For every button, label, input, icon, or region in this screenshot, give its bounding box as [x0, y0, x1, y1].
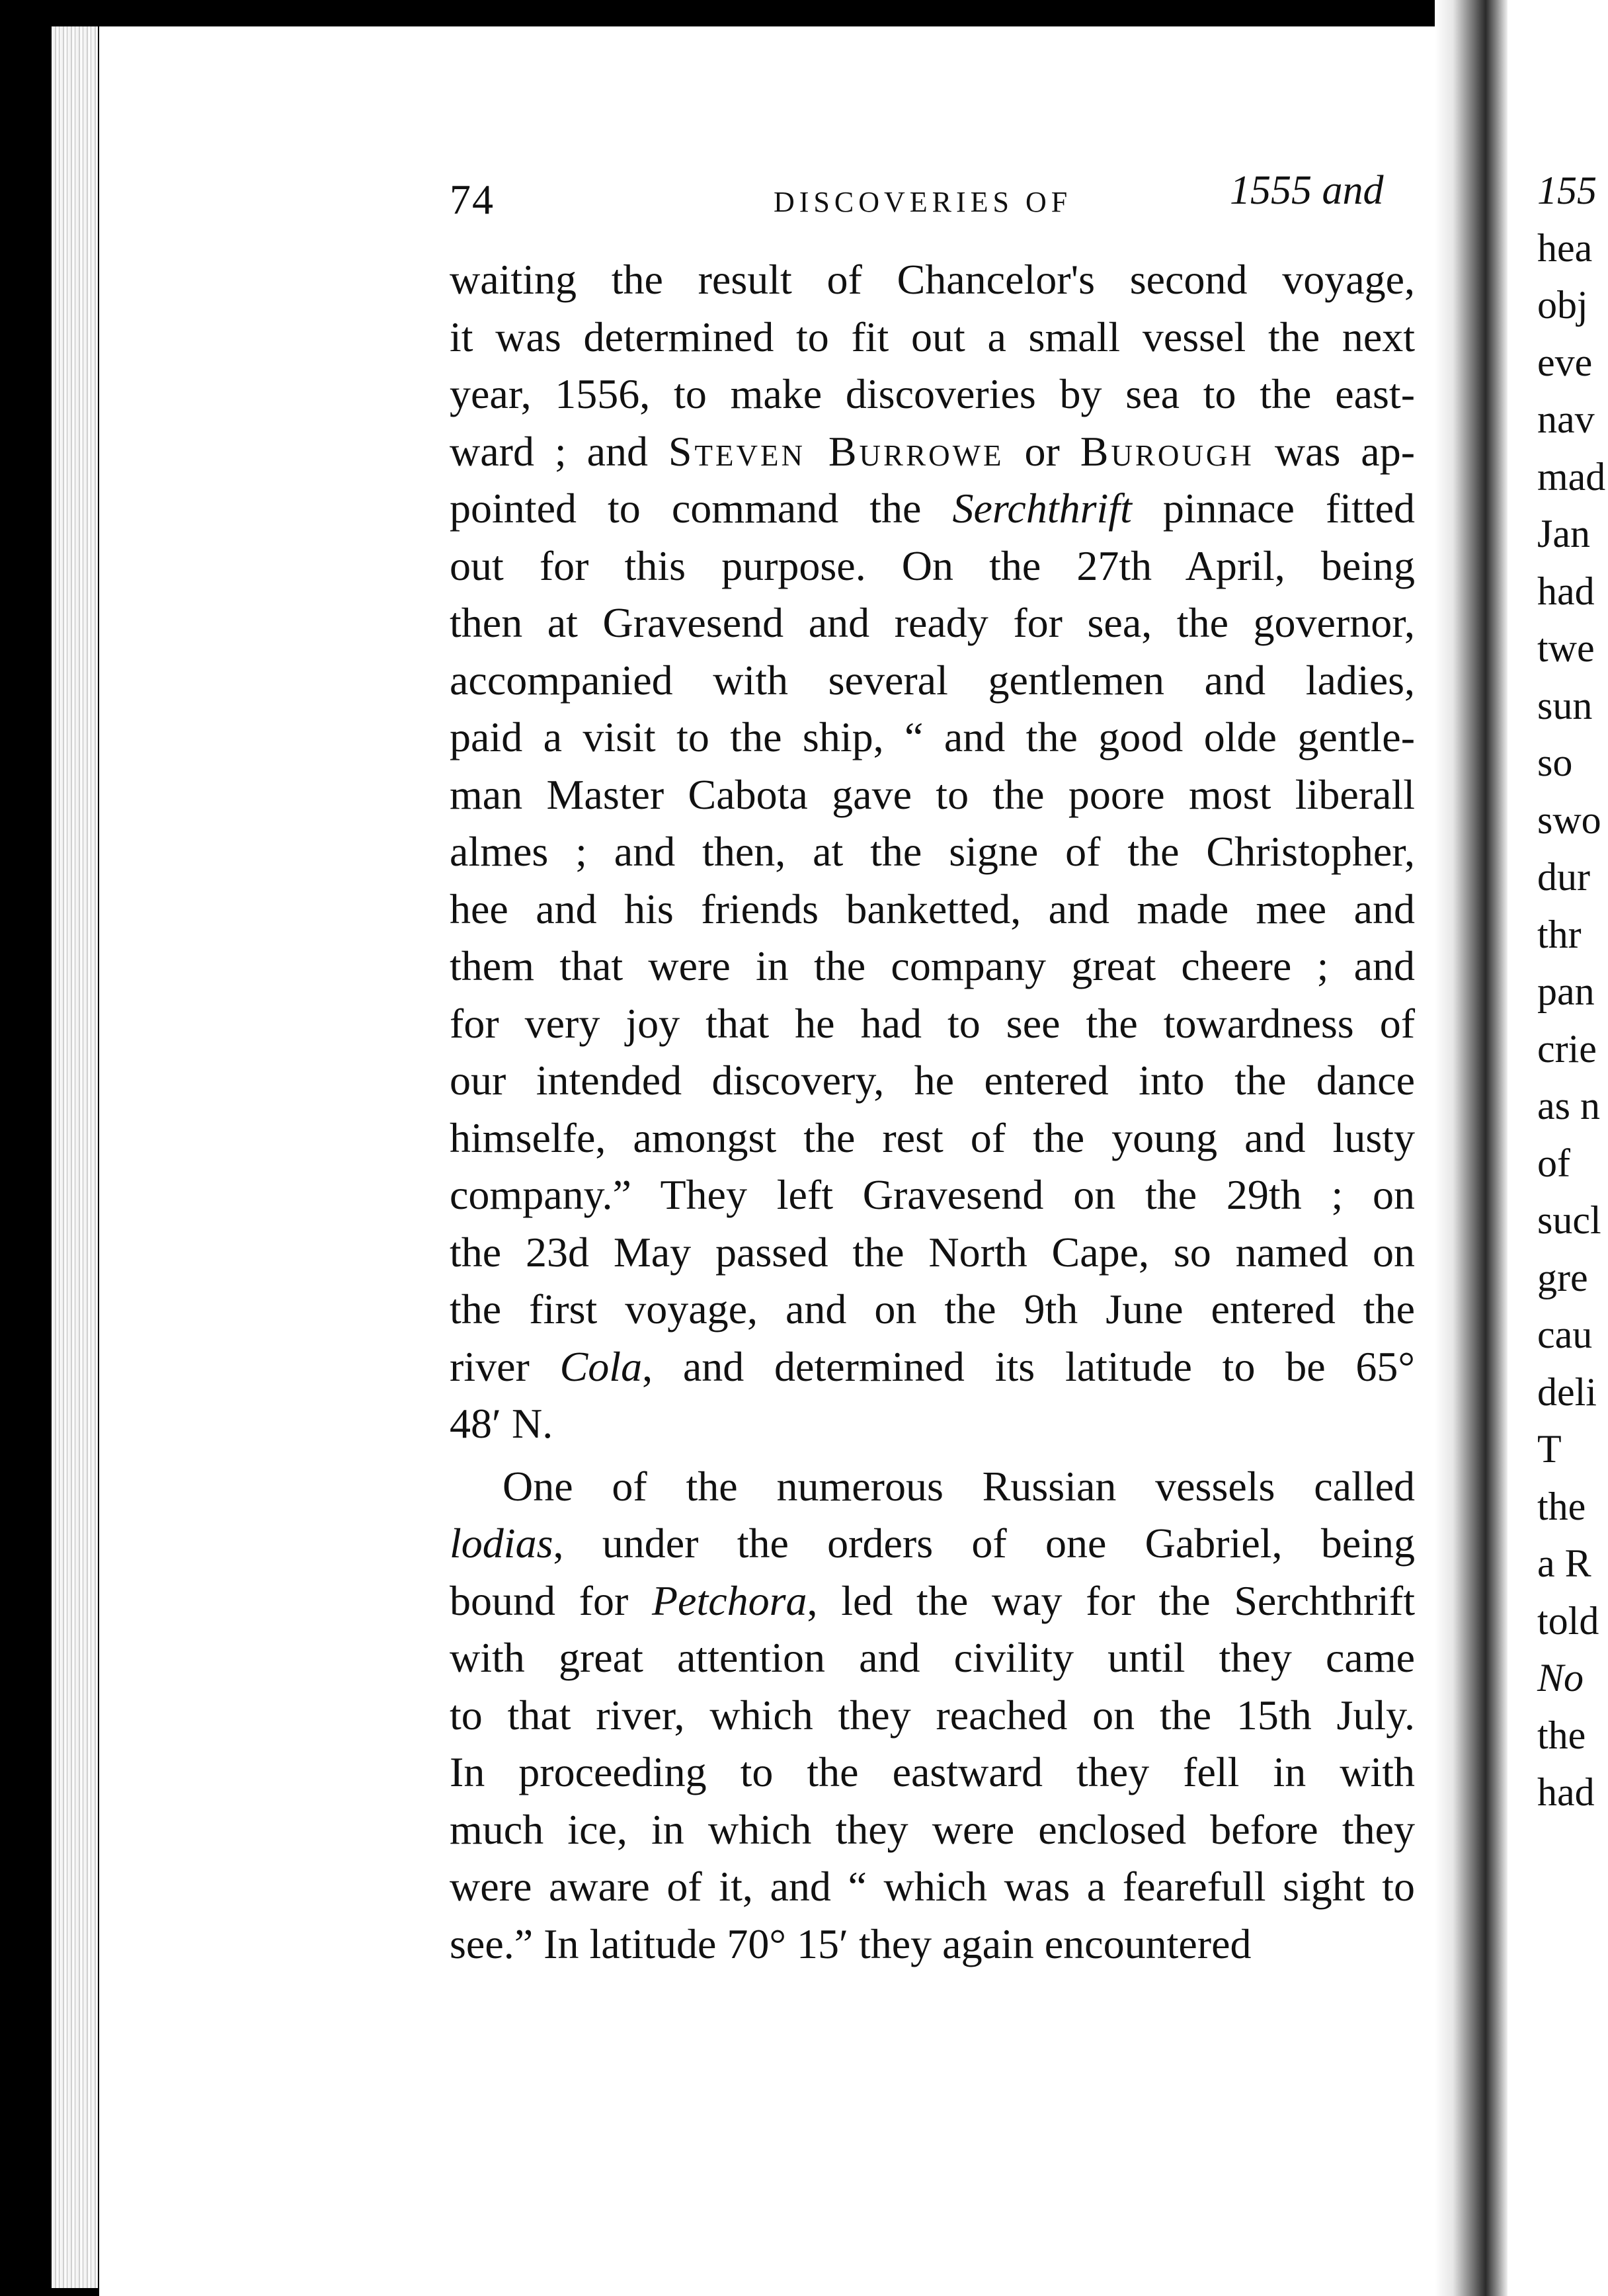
next-page-line: of	[1537, 1141, 1570, 1185]
text-line: paid a visit to the ship, “ and the good olde gentle-	[450, 714, 1415, 760]
text-line: 48′ N.	[450, 1400, 553, 1447]
next-page-line: hea	[1537, 226, 1593, 270]
body-text	[450, 251, 1415, 1973]
text-line: then at Gravesend and ready for sea, the governor,	[450, 599, 1415, 646]
paragraph-1	[450, 251, 1415, 1453]
next-page-line: the	[1537, 1484, 1586, 1528]
text-line: them that were in the company great cheere ; and	[450, 942, 1415, 989]
page-header	[350, 155, 1435, 222]
text-line: almes ; and then, at the signe of the Christopher,	[450, 828, 1415, 875]
next-page-line: dur	[1537, 855, 1590, 899]
text-line: much ice, in which they were enclosed before they	[450, 1805, 1415, 1853]
text-line: see.” In latitude 70° 15′ they again encountered	[450, 1920, 1252, 1967]
text-line: were aware of it, and “ which was a fearefull sight to	[450, 1863, 1415, 1910]
next-page-line: had	[1537, 1770, 1595, 1814]
page-edges	[52, 26, 98, 2288]
text-line: ward ; and Steven Burrowe or Burough was ap-	[450, 427, 1415, 475]
text-line: lodias, under the orders of one Gabriel, being	[450, 1520, 1415, 1567]
text-line: for very joy that he had to see the towardness of	[450, 999, 1415, 1047]
text-line: out for this purpose. On the 27th April, being	[450, 542, 1415, 589]
text-line: to that river, which they reached on the 15th July.	[450, 1691, 1415, 1739]
next-page-line: gre	[1537, 1255, 1588, 1299]
next-page-sliver	[1508, 0, 1608, 2296]
next-page-header: 155	[1537, 169, 1597, 212]
text-line: man Master Cabota gave to the poore most liberall	[450, 770, 1415, 818]
text-line: In proceeding to the eastward they fell in with	[450, 1748, 1415, 1795]
next-page-line: sucl	[1537, 1198, 1601, 1242]
text-line: our intended discovery, he entered into the dance	[450, 1057, 1415, 1104]
next-page-line: crie	[1537, 1026, 1597, 1071]
paragraph-2	[450, 1458, 1415, 1973]
next-page-line: sun	[1537, 683, 1593, 727]
text-line: waiting the result of Chancelor's second voyage,	[450, 256, 1415, 303]
next-page-line: deli	[1537, 1370, 1597, 1414]
next-page-line: had	[1537, 569, 1595, 613]
next-page-line: as n	[1537, 1084, 1600, 1128]
text-line: One of the numerous Russian vessels called	[502, 1462, 1415, 1510]
text-line: the 23d May passed the North Cape, so named on	[450, 1228, 1415, 1276]
scan-border-top	[0, 0, 1608, 26]
next-page-line: twe	[1537, 626, 1595, 670]
next-page-lines	[1537, 162, 1605, 1821]
header-date: 1555 and	[1230, 168, 1384, 213]
next-page-line: the	[1537, 1713, 1586, 1757]
text-line: hee and his friends banketted, and made mee and	[450, 885, 1415, 932]
next-page-line: thr	[1537, 912, 1582, 956]
next-page-line: obj	[1537, 283, 1588, 327]
next-page-line: cau	[1537, 1313, 1593, 1356]
text-line: the first voyage, and on the 9th June entered the	[450, 1286, 1415, 1332]
text-line: it was determined to fit out a small vessel the next	[450, 313, 1415, 360]
text-line: year, 1556, to make discoveries by sea to the east-	[450, 370, 1415, 417]
text-line: company.” They left Gravesend on the 29th ; on	[450, 1171, 1415, 1218]
next-page-line: mad	[1537, 454, 1606, 499]
next-page-line: swo	[1537, 798, 1601, 842]
text-line: river Cola, and determined its latitude to be 65°	[450, 1342, 1415, 1390]
text-line: himselfe, amongst the rest of the young and lusty	[450, 1114, 1415, 1161]
next-page-line: eve	[1537, 340, 1593, 384]
next-page-line: Jan	[1537, 512, 1590, 555]
next-page-line: nav	[1537, 397, 1595, 441]
next-page-line: T	[1537, 1427, 1562, 1471]
text-line: pointed to command the Serchthrift pinnace fitted	[450, 485, 1416, 532]
next-page-line: so	[1537, 741, 1573, 784]
text-line: with great attention and civility until they came	[450, 1634, 1415, 1681]
running-head: DISCOVERIES OF	[774, 186, 1072, 218]
page-number: 74	[450, 176, 495, 223]
next-page-line: a R	[1537, 1541, 1591, 1585]
next-page-line: told	[1537, 1598, 1599, 1643]
book-gutter	[1435, 0, 1508, 2296]
next-page-line: pan	[1537, 969, 1595, 1013]
text-line: bound for Petchora, led the way for the Serchthrift	[450, 1577, 1416, 1624]
text-line: accompanied with several gentlemen and ladies,	[450, 656, 1415, 704]
next-page-line: No	[1537, 1656, 1584, 1700]
